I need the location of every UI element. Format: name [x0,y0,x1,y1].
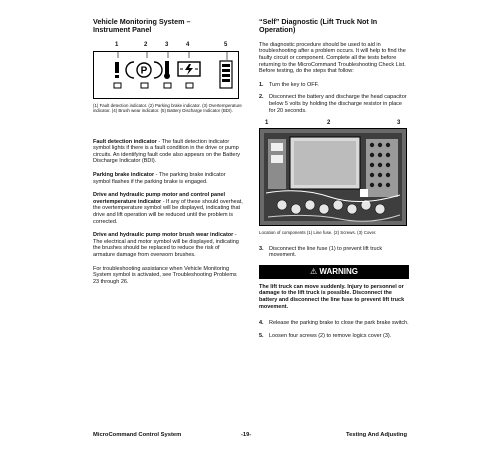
callout-3: 3 [165,41,169,48]
steps-list-a [259,82,409,114]
troubleshooting-paragraph: For troubleshooting assistance when Vehicle Monitoring System symbol is activated, see Troubleshooting Problems 23 through 26. [93,265,237,285]
panel-symbols [94,52,238,98]
steps-list-b [259,246,409,259]
fault-detection-paragraph [93,139,243,165]
fault-title: Fault detection indicator [93,138,157,145]
photo-callout-1: 1 [265,120,269,127]
panel-callout-numbers [93,42,243,51]
parking-brake-icon [126,62,162,78]
photo-caption: Location of components (1) Line fuse. (2) Screws. (3) Cover. [259,230,377,236]
fault-body: - The fault detection indicator symbol lights if there is a fault condition in the drive or pump circuits. An identifying fault code also appears on the Battery Discharge Indicator (BDI). [93,138,241,165]
footer-left: MicroCommand Control System [93,432,182,438]
warning-text: The lift truck can move suddenly. Injury to personnel or damage to the lift truck is possible. Disconnect the battery and disconnect the line fuse to prevent lift truck movement. [259,283,405,310]
page-number: -19- [241,432,252,438]
fault-detection-icon [115,62,119,78]
heading-line-2: Instrument Panel [93,25,152,35]
self-diagnostic-heading [259,18,409,35]
step-item: 1. Turn the key to OFF. [259,81,319,88]
brush-body: - The electrical and motor symbol will be displayed, indicating the brushes should be replaced to reduce the risk of armature damage from overworn brushes. [93,232,239,258]
svg-text:P: P [140,65,148,77]
photo-callout-2: 2 [327,120,331,127]
brush-wear-paragraph [93,232,243,258]
overtemp-title: Drive and hydraulic pump motor and control panel overtemperature indicator [93,192,226,205]
heading-line-1: “Self” Diagnostic (Lift Truck Not In [259,17,378,26]
warning-banner: ⚠ WARNING [259,265,409,279]
callout-2: 2 [144,41,148,48]
right-column [259,18,409,345]
battery-discharge-indicator-icon [220,61,232,88]
parking-title: Parking brake indicator [93,172,155,178]
heading-line-1: Vehicle Monitoring System – [93,17,191,26]
heading-line-2: Operation) [259,25,296,35]
step-item: 2. Disconnect the battery and discharge the head capacitor below 5 volts by holding the discharge resistor in place for 20 seconds. [259,94,407,114]
callout-4: 4 [186,41,190,48]
parking-body: - The parking brake indicator symbol flashes if the parking brake is engaged. [93,172,226,185]
overtemp-body: - If any of these should overheat, the overtemperature symbol will be displayed, indicating that drive and lift operation will be reduced until the problem is corrected. [93,198,243,225]
brush-title: Drive and hydraulic pump motor brush wear indicator [93,232,234,239]
instrument-panel [93,51,239,99]
components-photo-figure [259,120,409,235]
callout-1: 1 [115,41,119,48]
step-item: 3. Disconnect the line fuse (1) to prevent lift truck movement. [259,245,383,259]
overtemperature-icon [164,61,170,79]
overtemperature-paragraph [93,192,243,225]
instrument-panel-figure [93,42,243,114]
logic-panel-photo [259,128,407,226]
instrument-panel-heading [93,18,243,35]
indicator-lamps [114,83,193,88]
diagnostic-intro: The diagnostic procedure should be used to aid in troubleshooting after a problem occurs. It will help to find the faulty circuit or component. Complete all the tests before returning to the MicroCommand Troubleshooting Check List. Before testing, do the steps that follow: [259,41,406,75]
footer-right: Testing And Adjusting [346,432,407,438]
photo-callout-3: 3 [397,120,401,127]
step-item: 5. Loosen four screws (2) to remove logics cover (3). [259,332,392,339]
brush-wear-icon [178,62,200,76]
callout-5: 5 [224,41,228,48]
photo-callout-numbers [259,120,409,128]
steps-list-c [259,320,409,339]
parking-brake-paragraph [93,172,243,185]
step-item: 4. Release the parking brake to close the park brake switch. [259,320,409,327]
left-column [93,18,243,285]
panel-caption: (1) Fault detection indicator. (2) Parking brake indicator. (3) Overtemperature indicator. (4) Brush wear indicator. (5) Battery Discharge Indicator (BDI). [93,102,242,114]
